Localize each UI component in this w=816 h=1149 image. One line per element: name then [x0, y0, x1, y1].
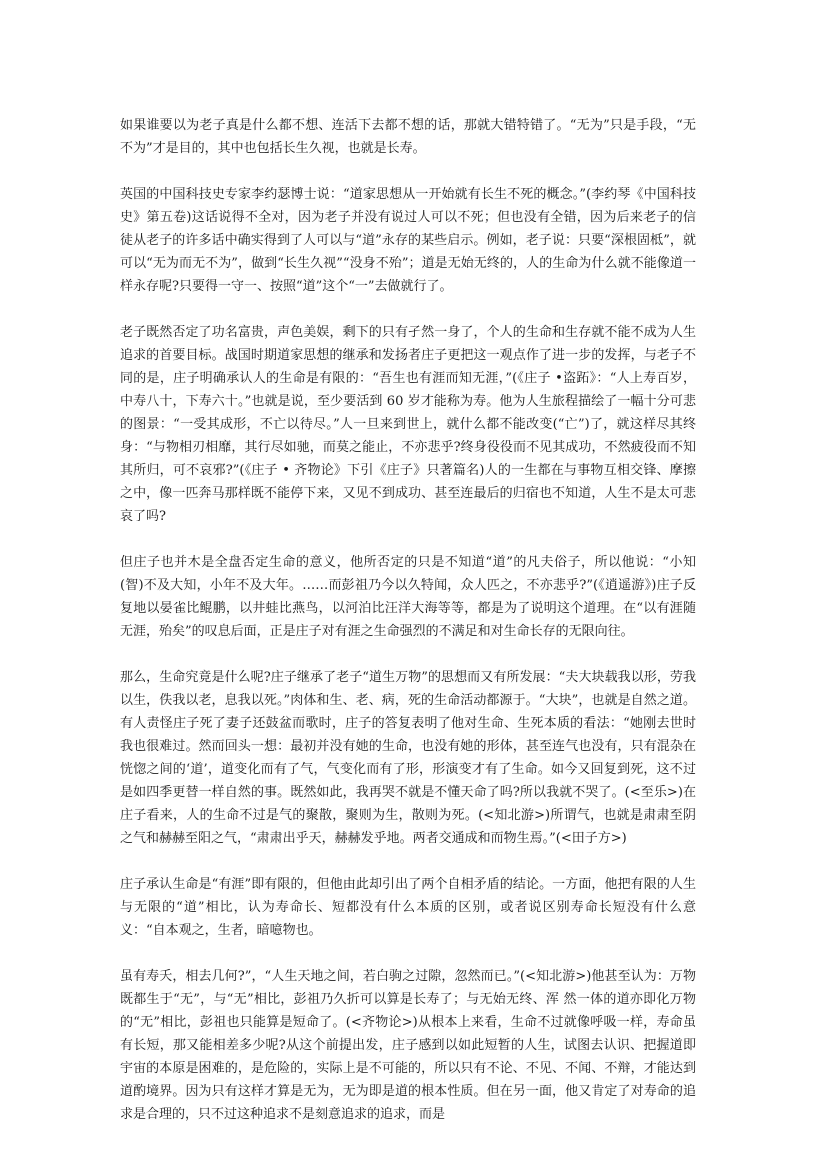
paragraph-4: 但庄子也并木是全盘否定生命的意义，他所否定的只是不知道“道”的凡夫俗子，所以他说：“小知(智)不及大知，小年不及大年。……而彭祖乃今以久特闻，众人匹之，不亦悲乎?”(《逍遥游》)庄子反复地以晏雀比鲲鹏，以井蛙比燕鸟，以河泊比汪洋大海等等，都是为了说明这个道理。在“以有涯随无涯，殆矣”的叹息后面，正是庄子对有涯之生命强烈的不满足和对生命长存的无限向往。: [120, 555, 696, 639]
paragraph-3: 老子既然否定了功名富贵，声色美娱，剩下的只有孑然一身了，个人的生命和生存就不能不成为人生追求的首要目标。战国时期道家思想的继承和发扬者庄子更把这一观点作了进一步的发挥，与老子不同的是，庄子明确承认人的生命是有限的：“吾生也有涯而知无涯，”(《庄子 •盗跖》：“人上寿百岁，中寿八十，下寿六十。”也就是说，至少要活到 60 岁才能称为寿。他为人生旅程描绘了一幅十分可悲的图景：“一受其成形，不亡以待尽。”人一旦来到世上，就什么都不能改变(“亡”)了，就这样尽其终身：“与物相刃相靡，其行尽如驰，而莫之能止，不亦悲乎?终身役役而不见其成功，不然疲役而不知其所归，可不哀邪?”(《庄子 • 齐物论》下引《庄子》只著篇名)人的一生都在与事物互相交锋、摩擦之中，像一匹奔马那样既不能停下来，又见不到成功、甚至连最后的归宿也不知道，人生不是太可悲哀了吗?: [120, 325, 696, 524]
paragraph-5: 那么，生命究竟是什么呢?庄子继承了老子“道生万物”的思想而又有所发展：“夫大块载我以形，劳我以生，佚我以老，息我以死。”肉体和生、老、病，死的生命活动都源于。“大块”，也就是自然之道。有人责怪庄子死了妻子还鼓盆而歌时，庄子的答复表明了他对生命、生死本质的看法：“她刚去世时我也很难过。然而回头一想：最初并没有她的生命，也没有她的形体，甚至连气也没有，只有混杂在恍惚之间的‘道’，道变化而有了气，气变化而有了形，形演变才有了生命。如今又回复到死，这不过是如四季更替一样自然的事。既然如此，我再哭不就是不懂天命了吗?所以我就不哭了。(<至乐>)在庄子看来，人的生命不过是气的聚散，聚则为生，散则为死。(<知北游>)所谓气，也就是肃肃至阴之气和赫赫至阳之气，“肃肃出乎天，赫赫发乎地。两者交通成和而物生焉。”(<田子方>): [120, 670, 696, 846]
paragraph-2: 英国的中国科技史专家李约瑟博士说：“道家思想从一开始就有长生不死的概念。”(李约琴《中国科技史》第五卷)这话说得不全对，因为老子并没有说过人可以不死；但也没有全错，因为后来老子的信徒从老子的许多话中确实得到了人可以与“道”永存的某些启示。例如，老子说：只要“深根固柢”，就可以“无为而无不为”，做到“长生久视”“没身不殆”；道是无始无终的，人的生命为什么就不能像道一样永存呢?只要得一守一、按照“道”这个“一”去做就行了。: [120, 187, 696, 294]
paragraph-6: 庄子承认生命是“有涯”即有限的，但他由此却引出了两个自相矛盾的结论。一方面，他把有限的人生与无限的“道”相比，认为寿命长、短都没有什么本质的区别，或者说区别寿命长短没有什么意义：“自本观之，生者，暗噫物也。: [120, 877, 696, 938]
document-page: [120, 114, 696, 1149]
paragraph-1: 如果谁要以为老子真是什么都不想、连活下去都不想的话，那就大错特错了。“无为”只是手段，“无不为”才是目的，其中也包括长生久视，也就是长寿。: [120, 118, 696, 156]
paragraph-7: 虽有寿夭，相去几何?”，“人生天地之间，若白驹之过隙，忽然而已。”(<知北游>)他甚至认为：万物既都生于“无”，与“无”相比，彭祖乃久折可以算是长寿了；与无始无终、浑 然一体的道亦即化万物的“无”相比，彭祖也只能算是短命了。(<齐物论>)从根本上来看，生命不过就像呼吸一样，寿命虽有长短，那又能相差多少呢?从这个前提出发，庄子感到以如此短暂的人生，试图去认识、把握道即宇宙的本原是困难的，是危险的，实际上是不可能的，所以只有不论、不见、不闻、不辩，才能达到道酌境界。因为只有这样才算是无为，无为即是道的根本性质。但在另一面，他又肯定了对寿命的追求是合理的，只不过这种追求不是刻意追求的追求，而是: [120, 969, 696, 1122]
